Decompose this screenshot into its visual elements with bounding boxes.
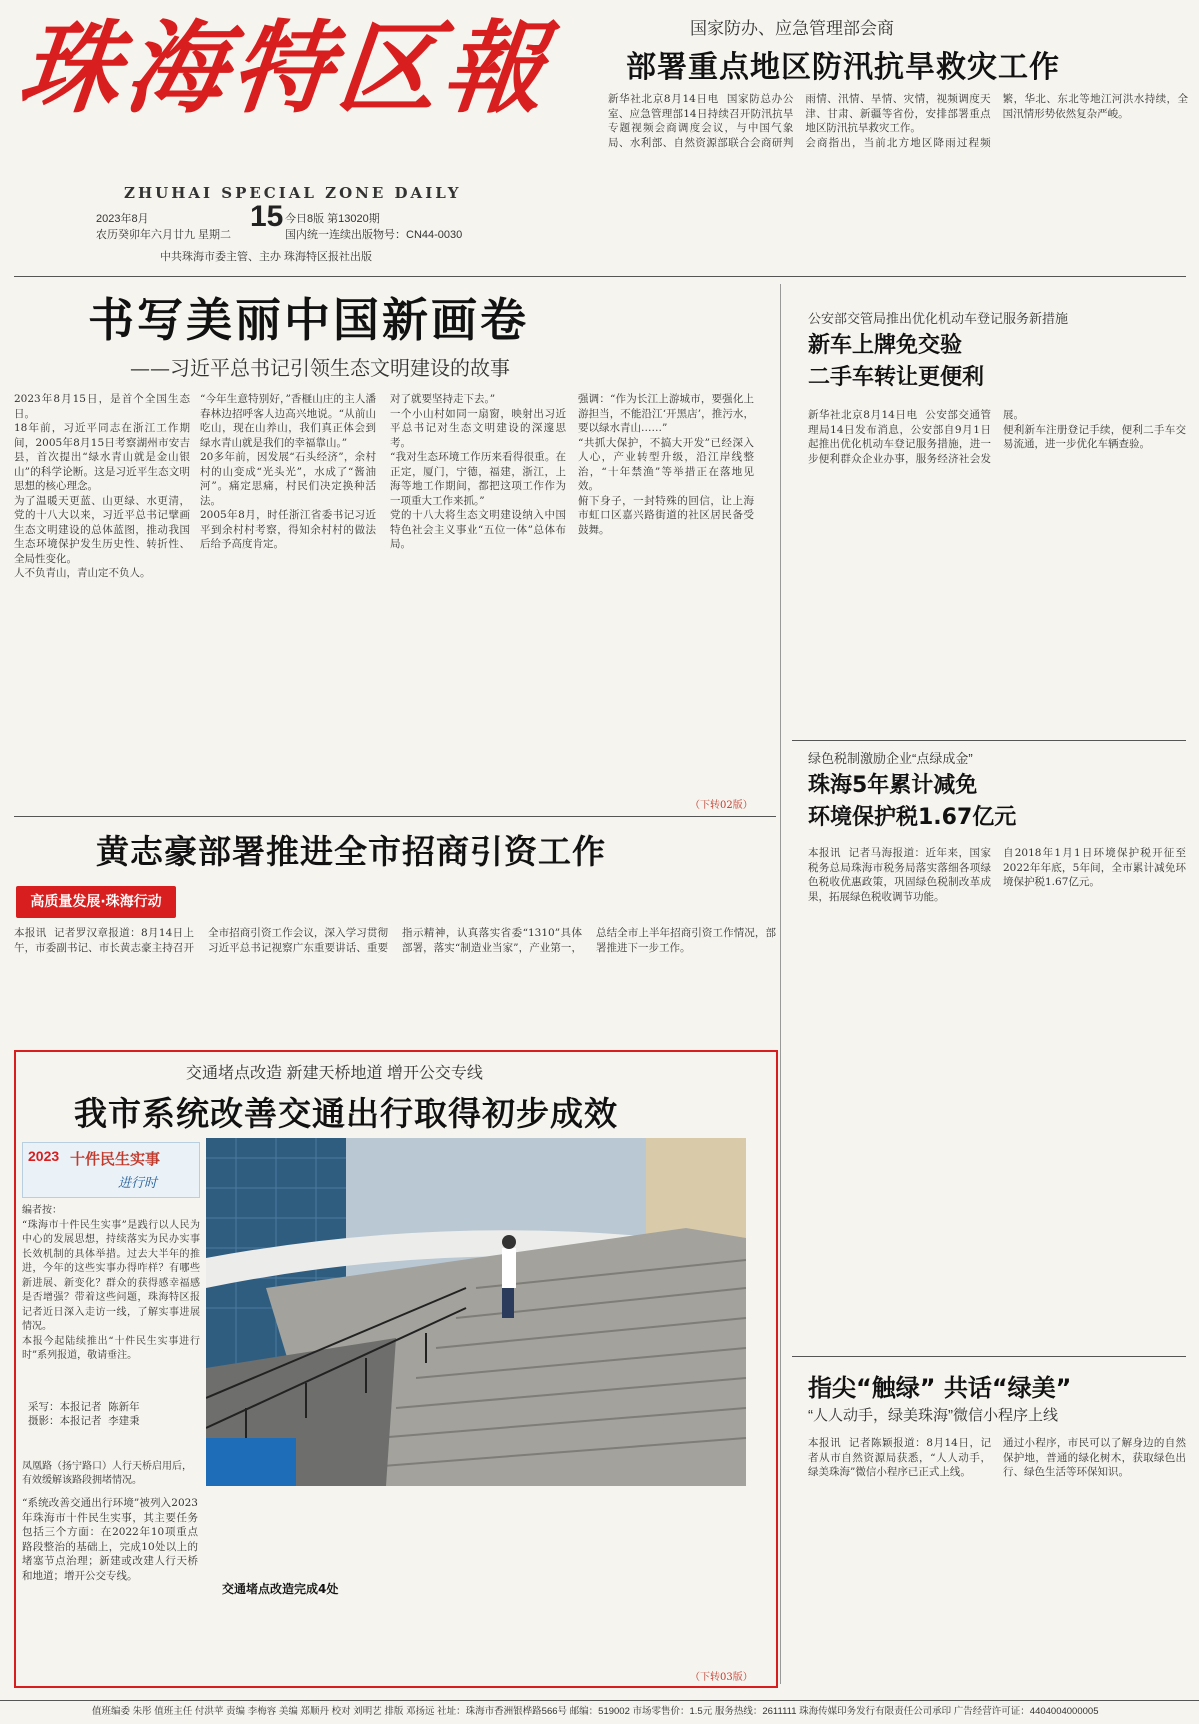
photo-caption: 凤凰路（扬宁路口）人行天桥启用后，有效缓解该路段拥堵情况。 (22, 1461, 192, 1486)
sidebar3-subhead: “人人动手，绿美珠海”微信小程序上线 (808, 1407, 1058, 1424)
top-story-headline[interactable]: 部署重点地区防汛抗旱救灾工作 (626, 50, 1060, 85)
sidebar1-headline-line1[interactable]: 新车上牌免交验 (808, 333, 963, 358)
editor-note: 编者按： “珠海市十件民生实事”是践行以人民为中心的发展思想，持续落实为民办实事长效机制的具体举措。过去大半年的推进，今年的这些实事办得咋样？有哪些新进展、新变化？群众的获得感幸福感是否增强？带着这些问题，珠海特区报记者近日深入走访一线，了解实事进展情况。 本报今起陆续推出“十件民生实事进行时”系列报道，敬请垂注。 (22, 1205, 200, 1361)
masthead-english-name: ZHUHAI SPECIAL ZONE DAILY (124, 184, 462, 202)
divider (14, 816, 776, 817)
huang-headline[interactable]: 黄志豪部署推进全市招商引资工作 (96, 832, 606, 871)
series-year: 2023 (28, 1148, 60, 1164)
lead-body-col2: “今年生意特别好，”香榧山庄的主人潘春林边招呼客人边高兴地说。“从前山吃山，现在山养山，我们真正体会到绿水青山就是我们的幸福靠山。” 20多年前，因发展“石头经济”，余村村的山变成“光头光”，水成了“酱油河”。痛定思痛，村民们决定换种活法。 2005年8月，时任浙江省委书记习近平到余村村考察，得知余村村的做法后给予高度肯定。 (200, 393, 376, 550)
sidebar3-headline[interactable]: 指尖“触绿” 共话“绿美” (808, 1374, 1072, 1402)
divider (792, 1356, 1186, 1357)
sidebar3-body: 本报讯 记者陈颖报道：8月14日，记者从市自然资源局获悉，“人人动手，绿美珠海”微信小程序已正式上线。 通过小程序，市民可以了解身边的自然保护地，普通的绿化树木，获取绿色出行、绿色生活等环保知识。 (808, 1437, 1186, 1478)
sidebar1-body: 新华社北京8月14日电 公安部交通管理局14日发布消息，公安部自9月1日起推出优化机动车登记服务措施，进一步便利群众企业办事，服务经济社会发展。 便利新车注册登记手续，便利二手车交易流通，进一步优化车辆查验。 (808, 409, 1186, 465)
series-subtitle: 进行时 (118, 1176, 158, 1191)
sidebar2-body: 本报讯 记者马海报道：近年来，国家税务总局珠海市税务局落实落细各项绿色税收优惠政策，巩固绿色税制改革成果，拓展绿色税收调节功能。 自2018年1月1日环境保护税开征至2022年年底，5年间，全市累计减免环境保护税1.67亿元。 (808, 847, 1186, 903)
sidebar1-headline-line2[interactable]: 二手车转让更便利 (808, 365, 985, 390)
lead-body-col4: 强调：“作为长江上游城市，要强化上游担当，不能沿江‘开黑店’，推污水，要以绿水青山……” “共抓大保护，不搞大开发”已经深入人心，产业转型升级，沿江岸线整治，“十年禁渔”等举措正在落地见效。 俯下身子，一封特殊的回信，让上海市虹口区嘉兴路街道的社区居民备受鼓舞。 (578, 393, 754, 536)
divider (792, 740, 1186, 741)
sidebar2-headline-line1[interactable]: 珠海5年累计减免 (808, 773, 978, 798)
reporter-credits: 采写：本报记者 陈新年 摄影：本报记者 李建秉 (28, 1401, 140, 1427)
photo-illustration (206, 1138, 746, 1486)
pedestrian-bridge-photo (206, 1138, 746, 1486)
huang-body: 本报讯 记者罗汉章报道：8月14日上午，市委副书记、市长黄志豪主持召开全市招商引资工作会议，深入学习贯彻习近平总书记视察广东重要讲话、重要指示精神，认真落实省委“1310”具体部署，落实“制造业当家”，产业第一，总结全市上半年招商引资工作情况，部署推进下一步工作。 (14, 927, 776, 954)
lead-headline[interactable]: 书写美丽中国新画卷 (88, 293, 529, 347)
issue-date: 2023年8月 (96, 213, 149, 225)
lead-continued: （下转02版） (690, 800, 753, 811)
cn-number: 国内统一连续出版物号：CN44-0030 (285, 229, 463, 241)
sidebar2-headline-line2[interactable]: 环境保护税1.67亿元 (808, 805, 1017, 830)
column-divider (780, 284, 781, 1684)
top-story-kicker: 国家防办、应急管理部会商 (690, 19, 894, 38)
divider (14, 276, 1186, 277)
section-tag-badge: 高质量发展·珠海行动 (16, 886, 176, 918)
traffic-section-subhead: 交通堵点改造完成4处 (222, 1582, 339, 1596)
lunar-date: 农历癸卯年六月廿九 星期二 (96, 229, 232, 241)
sidebar1-kicker: 公安部交管局推出优化机动车登记服务新措施 (808, 311, 1069, 326)
issue-pages: 今日8版 第13020期 (285, 213, 380, 225)
lead-body-col3: 对了就要坚持走下去。” 一个小山村如同一扇窗，映射出习近平总书记对生态文明建设的深邃思考。 “我对生态环境工作历来看得很重。在正定，厦门，宁德，福建，浙江，上海等地工作期间，都把这项工作作为一项重大工作来抓。” 党的十八大将生态文明建设纳入中国特色社会主义事业“五位一体”总体布局。 (390, 393, 566, 550)
sidebar2-kicker: 绿色税制激励企业“点绿成金” (808, 751, 973, 766)
traffic-story-headline[interactable]: 我市系统改善交通出行取得初步成效 (74, 1094, 618, 1133)
lead-body-col1: 2023年8月15日，是首个全国生态日。 18年前，习近平同志在浙江工作期间，2005年8月15日考察湖州市安吉县，首次提出“绿水青山就是金山银山”的科学论断。这是习近平生态文明思想的核心理念。 为了温暖天更蓝、山更绿、水更清，党的十八大以来，习近平总书记擘画生态文明建设的总体蓝图，推动我国生态环境保护发生历史性、转折性、全局性变化。 人不负青山，青山定不负人。 (14, 393, 190, 579)
traffic-story-kicker: 交通堵点改造 新建天桥地道 增开公交专线 (186, 1065, 483, 1082)
issue-day: 15 (250, 200, 284, 233)
series-title: 十件民生实事 (70, 1150, 161, 1168)
top-story-body: 新华社北京8月14日电 国家防总办公室、应急管理部14日持续召开防汛抗旱专题视频会商调度会议，与中国气象局、水利部、自然资源部联合会商研判雨情、汛情、旱情、灾情，视频调度天津、甘肃、新疆等省份，安排部署重点地区防汛抗旱救灾工作。 会商指出，当前北方地区降雨过程频繁，华北、东北等地江河洪水持续，全国汛情形势依然复杂严峻。 (608, 93, 1188, 149)
traffic-body-col1: “系统改善交通出行环境”被列入2023年珠海市十件民生实事，其主要任务包括三个方面：在2022年10项重点路段整治的基础上，完成10处以上的堵塞节点治理；新建或改建人行天桥和地道；增开公交专线。 (22, 1497, 198, 1582)
traffic-continued: （下转03版） (690, 1672, 753, 1683)
footer-credits: 值班编委 朱彤 值班主任 付洪苹 责编 李梅容 美编 郑顺丹 校对 刘明艺 排版 邓扬远 社址：珠海市香洲银桦路566号 邮编：519002 市场零售价：1.5元 服务热线：2611111 珠海传媒印务发行有限责任公司承印 广告经营许可证：4404004000005 (0, 1700, 1199, 1724)
lead-subhead: ——习近平总书记引领生态文明建设的故事 (130, 356, 510, 380)
masthead-logo: 珠海特区報 (13, 9, 557, 127)
sponsor-line: 中共珠海市委主管、主办 珠海特区报社出版 (160, 251, 373, 263)
